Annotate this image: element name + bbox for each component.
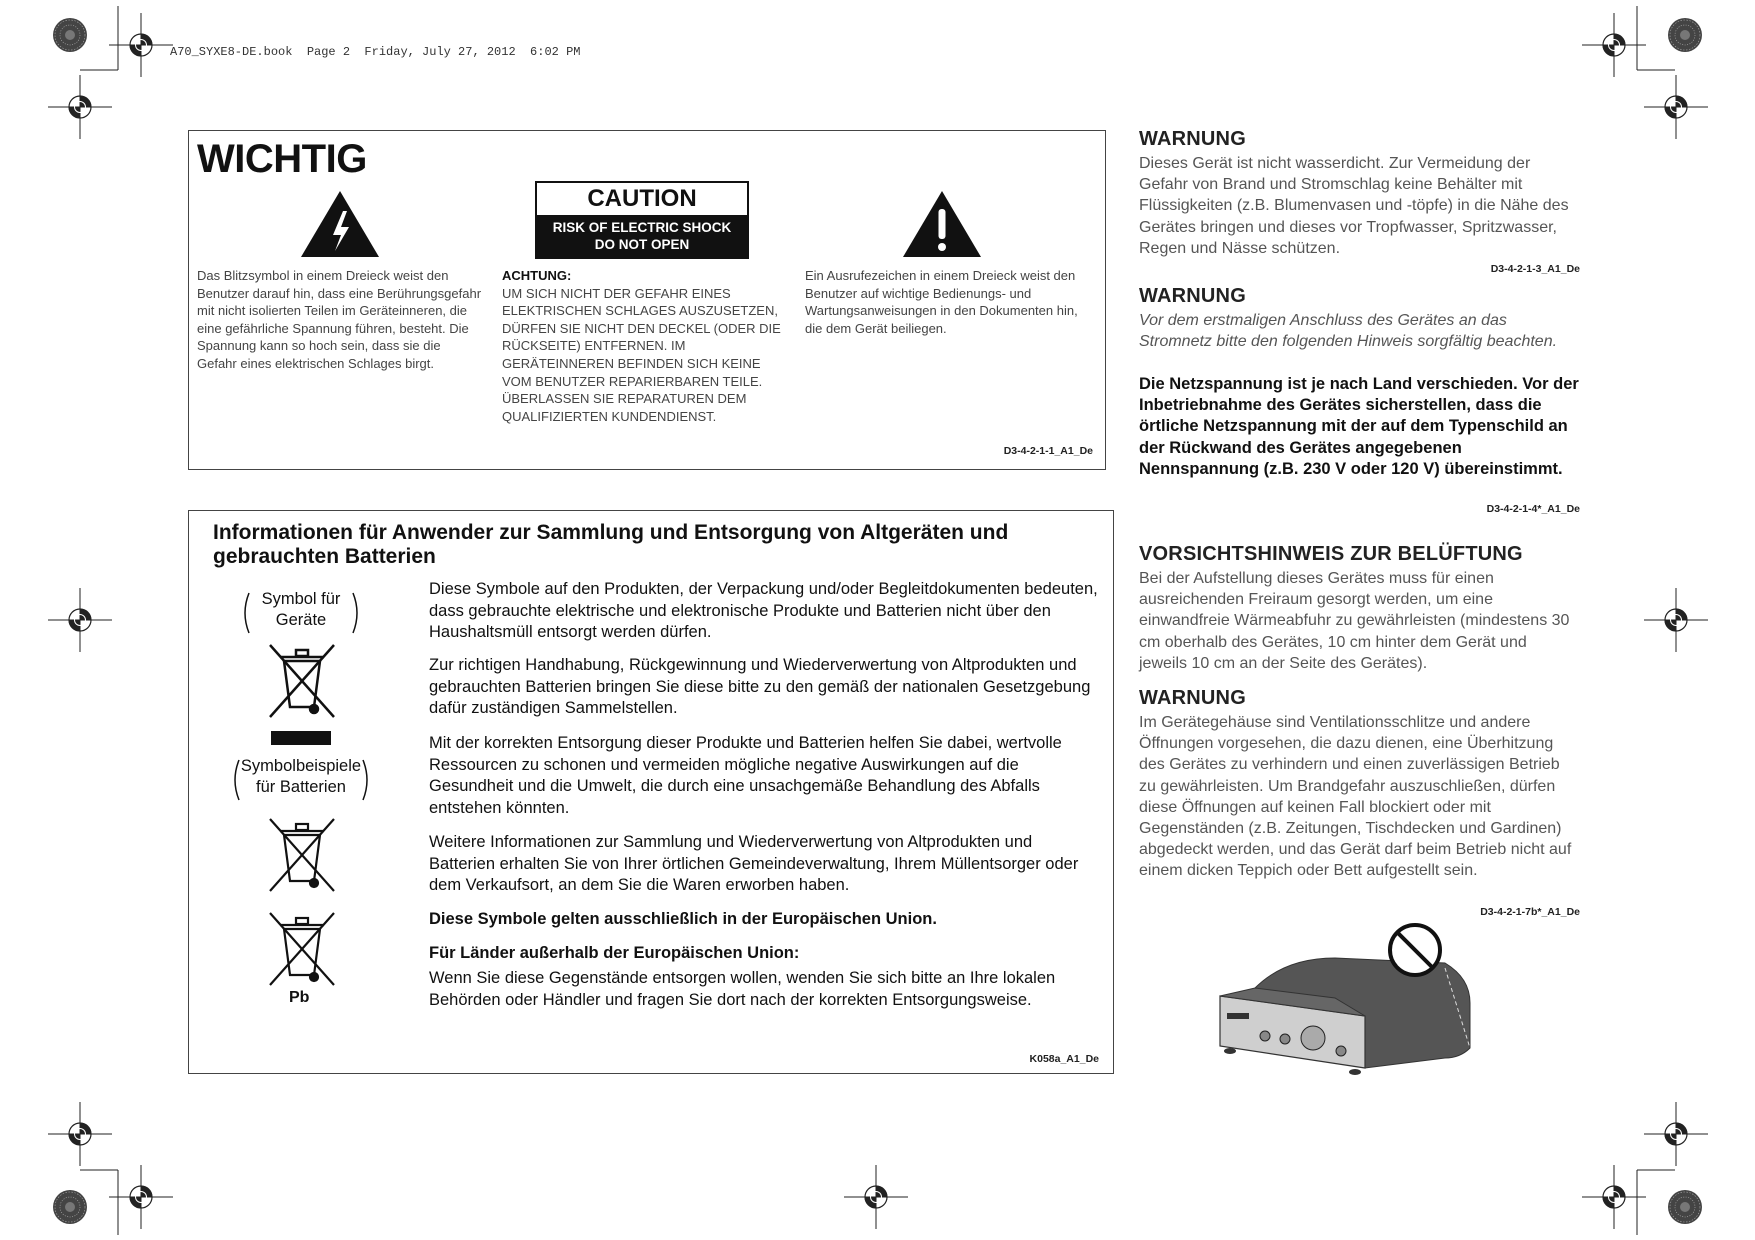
- black-bar: [271, 731, 331, 745]
- symbol-label-devices: Symbol für Geräte: [261, 590, 341, 629]
- disposal-paragraph-2: Zur richtigen Handhabung, Rückgewinnung und Wiederverwertung von Altprodukten und gebrauchten Batterien bringen Sie diese bitte zu den gemäß der nationalen Gesetzgebung dafür zuständigen Sammelstellen.: [429, 656, 1091, 717]
- caution-line-1: RISK OF ELECTRIC SHOCK: [552, 220, 732, 235]
- ventilation-title: VORSICHTSHINWEIS ZUR BELÜFTUNG: [1139, 543, 1523, 565]
- warning-3-title: WARNUNG: [1139, 687, 1246, 709]
- crossed-bin-devices-icon: [266, 641, 338, 723]
- print-header: A70_SYXE8-DE.book Page 2 Friday, July 27, 2012 6:02 PM: [170, 45, 581, 59]
- achtung-text: UM SICH NICHT DER GEFAHR EINES ELEKTRISCHEN SCHLAGES AUSZUSETZEN, DÜRFEN SIE NICHT DEN DECKEL (ODER DIE RÜCKSEITE) ENTFERNEN. IM GERÄTEINNEREN BEFINDEN SICH KEINE VOM BENUTZER REPARIERBAREN TEILE. ÜBERLASSEN SIE REPARATUREN DEM QUALIFIZIERTEN KUNDENDIENST.: [502, 285, 781, 424]
- disposal-code: K058a_A1_De: [1029, 1053, 1099, 1065]
- ventilation-text: Bei der Aufstellung dieses Gerätes muss für einen ausreichenden Freiraum gesorgt werden, um eine einwandfreie Wärmeabfuhr zu gewährleisten (mindestens 30 cm oberhalb des Gerätes, 10 cm hinter dem Gerät und jeweils 10 cm an der Seite des Gerätes).: [1139, 570, 1570, 672]
- warning-3-code: D3-4-2-1-7b*_A1_De: [1480, 906, 1580, 918]
- disposal-non-eu-text: Wenn Sie diese Gegenstände entsorgen wollen, wenden Sie sich bitte an Ihre lokalen Behörden oder Händler und fragen Sie dort nach der korrekten Entsorgungsweise.: [429, 969, 1056, 1009]
- disposal-info-box: [188, 510, 1114, 1074]
- warning-2-code: D3-4-2-1-4*_A1_De: [1486, 503, 1580, 515]
- warning-2-intro: Vor dem erstmaligen Anschluss des Gerätes an das Stromnetz bitte den folgenden Hinweis sorgfältig beachten.: [1139, 312, 1558, 351]
- warning-1-text: Dieses Gerät ist nicht wasserdicht. Zur Vermeidung der Gefahr von Brand und Stromschlag keine Behälter mit Flüssigkeiten (z.B. Blumenvasen und -töpfe) in die Nähe des Gerätes bringen und dieses vor Tropfwasser, Spritzwasser, Regen und Nässe schützen.: [1139, 155, 1569, 257]
- caution-title: CAUTION: [587, 185, 697, 212]
- lightning-warning-icon: [299, 189, 381, 259]
- disposal-eu-note: Diese Symbole gelten ausschließlich in der Europäischen Union.: [429, 910, 937, 928]
- warning-3-text: Im Gerätegehäuse sind Ventilationsschlitze und andere Öffnungen vorgesehen, die dazu dienen, eine Überhitzung des Gerätes zu verhindern und einen zuverlässigen Betrieb zu gewährleisten. Um Brandgefahr auszuschließen, dürfen diese Öffnungen auf keinen Fall blockiert oder mit Gegenständen (z.B. Zeitungen, Tischdecken und Gardinen) abgedeckt werden, und das Gerät darf beim Betrieb nicht auf einem dicken Teppich oder Bett aufgestellt sein.: [1139, 714, 1572, 880]
- symbol-label-batteries: Symbolbeispiele für Batterien: [240, 757, 362, 796]
- achtung-block: [502, 267, 787, 425]
- disposal-non-eu-heading: Für Länder außerhalb der Europäischen Union:: [429, 944, 800, 962]
- pb-label: Pb: [289, 989, 310, 1006]
- disposal-paragraph-1: Diese Symbole auf den Produkten, der Verpackung und/oder Begleitdokumenten bedeuten, dass gebrauchte elektrische und elektronische Produkte und Batterien nicht über den Haushaltsmüll entsorgt werden dürfen.: [429, 580, 1098, 641]
- crossed-bin-battery-icon: [266, 815, 338, 897]
- warning-2-title: WARNUNG: [1139, 285, 1246, 307]
- caution-label: [535, 181, 749, 259]
- caution-line-2: DO NOT OPEN: [594, 237, 690, 252]
- exclamation-warning-icon: [901, 189, 983, 259]
- crossed-bin-pb-icon: [266, 909, 338, 991]
- exclamation-explanation: Ein Ausrufezeichen in einem Dreieck weist den Benutzer auf wichtige Bedienungs- und Wartungsanweisungen in den Dokumenten hin, die dem Gerät beiliegen.: [805, 268, 1078, 336]
- wichtig-box: [188, 130, 1106, 470]
- warning-2-voltage-text: Die Netzspannung ist je nach Land verschieden. Vor der Inbetriebnahme des Gerätes sicherstellen, dass die örtliche Netzspannung mit der auf dem Typenschild an der Rückwand des Gerätes angegebenen Nennspannung (z.B. 230 V oder 120 V) übereinstimmt.: [1139, 375, 1579, 478]
- disposal-paragraph-4: Weitere Informationen zur Sammlung und Wiederverwertung von Altprodukten und Batterien erhalten Sie von Ihrer örtlichen Gemeindeverwaltung, Ihrem Müllentsorger oder dem Verkaufsort, an dem Sie die Waren erworben haben.: [429, 833, 1079, 894]
- disposal-paragraph-3: Mit der korrekten Entsorgung dieser Produkte und Batterien helfen Sie dabei, wertvolle Ressourcen zu schonen und vermeiden mögliche negative Auswirkungen auf die Gesundheit und die Umwelt, die durch eine unsachgemäße Behandlung des Abfalls entstehen könnten.: [429, 734, 1062, 817]
- wichtig-code: D3-4-2-1-1_A1_De: [1003, 445, 1093, 457]
- warning-1-title: WARNUNG: [1139, 128, 1246, 150]
- achtung-heading: ACHTUNG:: [502, 268, 572, 283]
- caution-band: [537, 215, 747, 257]
- covered-amplifier-illustration: [1215, 918, 1485, 1088]
- wichtig-title: WICHTIG: [197, 137, 367, 181]
- disposal-info-title: Informationen für Anwender zur Sammlung und Entsorgung von Altgeräten und gebrauchten Batterien: [213, 521, 1009, 568]
- warning-1-code: D3-4-2-1-3_A1_De: [1490, 263, 1580, 275]
- prohibition-icon: [1390, 925, 1440, 975]
- lightning-explanation: Das Blitzsymbol in einem Dreieck weist den Benutzer darauf hin, dass eine Berührungsgefahr mit nicht isolierten Teilen im Geräteinneren, die eine gefährliche Spannung führen, besteht. Die Spannung kann so hoch sein, dass sie die Gefahr eines elektrischen Schlages birgt.: [197, 268, 482, 371]
